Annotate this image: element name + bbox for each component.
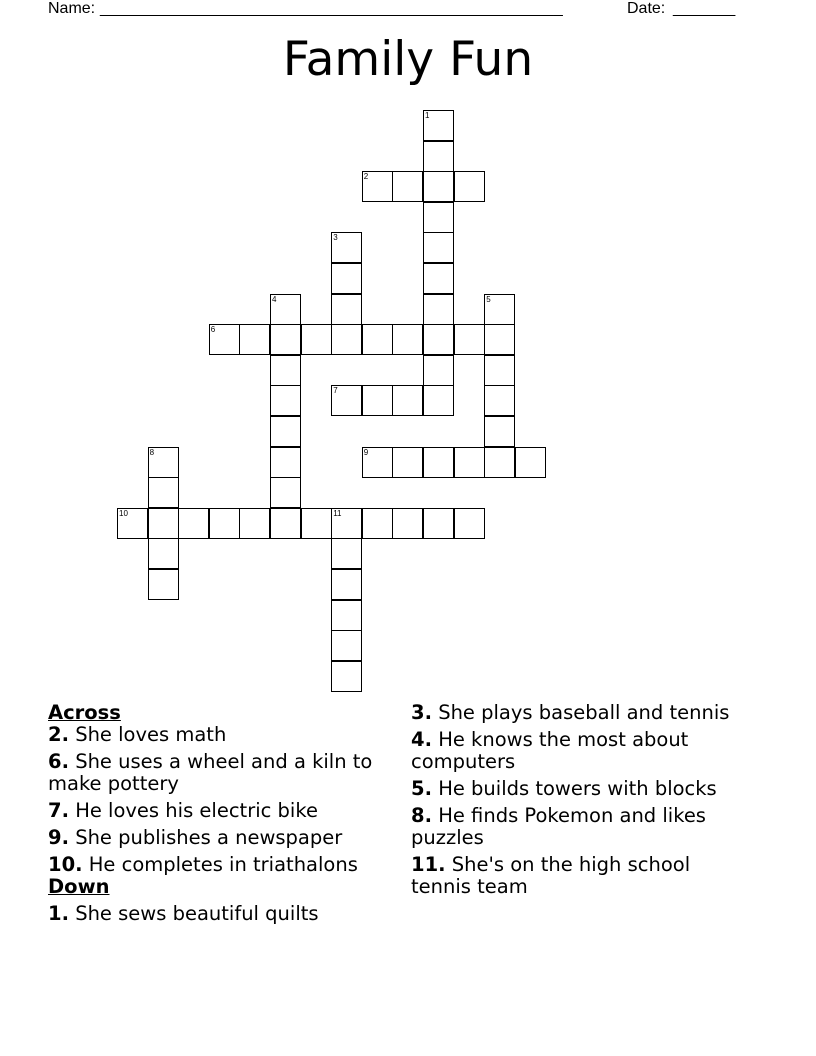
grid-cell[interactable]: [331, 232, 362, 263]
clue-number: 8.: [411, 804, 432, 827]
grid-cell[interactable]: [301, 508, 332, 539]
grid-cell[interactable]: [362, 324, 393, 355]
cell-number: 10: [119, 508, 128, 518]
clue-text: He knows the most about computers: [411, 728, 689, 773]
grid-cell[interactable]: [362, 385, 393, 416]
clue-number: 3.: [411, 701, 432, 724]
grid-cell[interactable]: [331, 569, 362, 600]
grid-cell[interactable]: [454, 508, 485, 539]
clue-down-8: [411, 805, 756, 849]
clue-down-4: [411, 729, 756, 773]
grid-cell[interactable]: [331, 630, 362, 661]
grid-cell[interactable]: [454, 447, 485, 478]
grid-cell[interactable]: [423, 447, 454, 478]
grid-cell[interactable]: [362, 447, 393, 478]
grid-cell[interactable]: [148, 569, 179, 600]
across-heading: Across: [48, 701, 121, 724]
cell-number: 3: [333, 233, 338, 243]
grid-cell[interactable]: [423, 355, 454, 386]
name-field[interactable]: ____________________________________________________: [100, 0, 563, 17]
clue-number: 9.: [48, 826, 69, 849]
grid-cell[interactable]: [484, 385, 515, 416]
clue-number: 2.: [48, 723, 69, 746]
cell-number: 7: [333, 386, 338, 396]
grid-cell[interactable]: [270, 355, 301, 386]
grid-cell[interactable]: [423, 171, 454, 202]
clue-across-6: [48, 751, 393, 795]
grid-cell[interactable]: [423, 263, 454, 294]
grid-cell[interactable]: [392, 385, 423, 416]
grid-cell[interactable]: [484, 324, 515, 355]
grid-cell[interactable]: [515, 447, 546, 478]
clue-across-10: [48, 854, 393, 876]
grid-cell[interactable]: [117, 508, 148, 539]
grid-cell[interactable]: [270, 477, 301, 508]
grid-cell[interactable]: [484, 294, 515, 325]
clue-number: 4.: [411, 728, 432, 751]
grid-cell[interactable]: [454, 324, 485, 355]
clue-down-11: [411, 854, 756, 898]
grid-cell[interactable]: [331, 508, 362, 539]
clue-text: She plays baseball and tennis: [438, 701, 730, 724]
grid-cell[interactable]: [392, 324, 423, 355]
grid-cell[interactable]: [331, 600, 362, 631]
clue-text: She uses a wheel and a kiln to make pottery: [48, 750, 373, 795]
clue-text: She sews beautiful quilts: [75, 902, 319, 925]
clue-text: She loves math: [75, 723, 227, 746]
clue-number: 5.: [411, 777, 432, 800]
date-label: Date:: [627, 0, 666, 17]
grid-cell[interactable]: [148, 477, 179, 508]
cell-number: 8: [149, 447, 155, 457]
clue-text: She publishes a newspaper: [75, 826, 343, 849]
grid-cell[interactable]: [331, 661, 362, 692]
date-field[interactable]: _______: [673, 0, 736, 17]
clue-number: 10.: [48, 853, 83, 876]
clue-number: 1.: [48, 902, 69, 925]
grid-cell[interactable]: [178, 508, 209, 539]
clue-text: He finds Pokemon and likes puzzles: [411, 804, 706, 849]
grid-cell[interactable]: [331, 538, 362, 569]
clue-number: 6.: [48, 750, 69, 773]
cell-number: 4: [272, 294, 277, 304]
clue-down-1: [48, 903, 393, 925]
grid-cell[interactable]: [331, 294, 362, 325]
grid-cell[interactable]: [423, 202, 454, 233]
down-heading: Down: [48, 875, 110, 898]
clue-number: 11.: [411, 853, 446, 876]
cell-number: 11: [333, 508, 342, 518]
page-title: Family Fun: [282, 32, 534, 87]
grid-cell[interactable]: [270, 385, 301, 416]
grid-cell[interactable]: [148, 508, 179, 539]
clue-text: She's on the high school tennis team: [411, 853, 691, 898]
grid-cell[interactable]: [392, 508, 423, 539]
clue-text: He builds towers with blocks: [438, 777, 717, 800]
grid-cell[interactable]: [423, 294, 454, 325]
grid-cell[interactable]: [270, 324, 301, 355]
clue-across-9: [48, 827, 393, 849]
cell-number: 5: [486, 294, 491, 304]
cell-number: 1: [425, 111, 430, 120]
grid-cell[interactable]: [270, 508, 301, 539]
grid-cell[interactable]: [484, 416, 515, 447]
grid-cell[interactable]: [423, 110, 454, 141]
cell-number: 2: [363, 172, 369, 182]
grid-cell[interactable]: [209, 508, 240, 539]
clues-column-right: [411, 702, 756, 903]
grid-cell[interactable]: [484, 355, 515, 386]
clue-across-2: [48, 724, 393, 746]
grid-cell[interactable]: [331, 263, 362, 294]
cell-number: 9: [363, 447, 369, 457]
grid-cell[interactable]: [423, 508, 454, 539]
clue-text: He loves his electric bike: [75, 799, 318, 822]
cell-number: 6: [210, 325, 216, 335]
grid-cell[interactable]: [362, 171, 393, 202]
grid-cell[interactable]: [239, 508, 270, 539]
name-label: Name:: [48, 0, 96, 17]
clue-text: He completes in triathalons: [88, 853, 358, 876]
clue-down-5: [411, 778, 756, 800]
grid-cell[interactable]: [331, 324, 362, 355]
grid-cell[interactable]: [301, 324, 332, 355]
grid-cell[interactable]: [454, 171, 485, 202]
grid-cell[interactable]: [270, 447, 301, 478]
grid-cell[interactable]: [423, 141, 454, 172]
grid-cell[interactable]: [270, 416, 301, 447]
grid-cell[interactable]: [392, 171, 423, 202]
clues-column-left: [48, 702, 393, 930]
grid-cell[interactable]: [331, 385, 362, 416]
clue-across-7: [48, 800, 393, 822]
clue-number: 7.: [48, 799, 69, 822]
grid-cell[interactable]: [362, 508, 393, 539]
grid-cell[interactable]: [392, 447, 423, 478]
clue-down-3: [411, 702, 756, 724]
grid-cell[interactable]: [148, 538, 179, 569]
grid-cell[interactable]: [209, 324, 240, 355]
grid-cell[interactable]: [148, 447, 179, 478]
grid-cell[interactable]: [239, 324, 270, 355]
grid-cell[interactable]: [484, 447, 515, 478]
grid-cell[interactable]: [423, 232, 454, 263]
grid-cell[interactable]: [270, 294, 301, 325]
grid-cell[interactable]: [423, 324, 454, 355]
grid-cell[interactable]: [423, 385, 454, 416]
